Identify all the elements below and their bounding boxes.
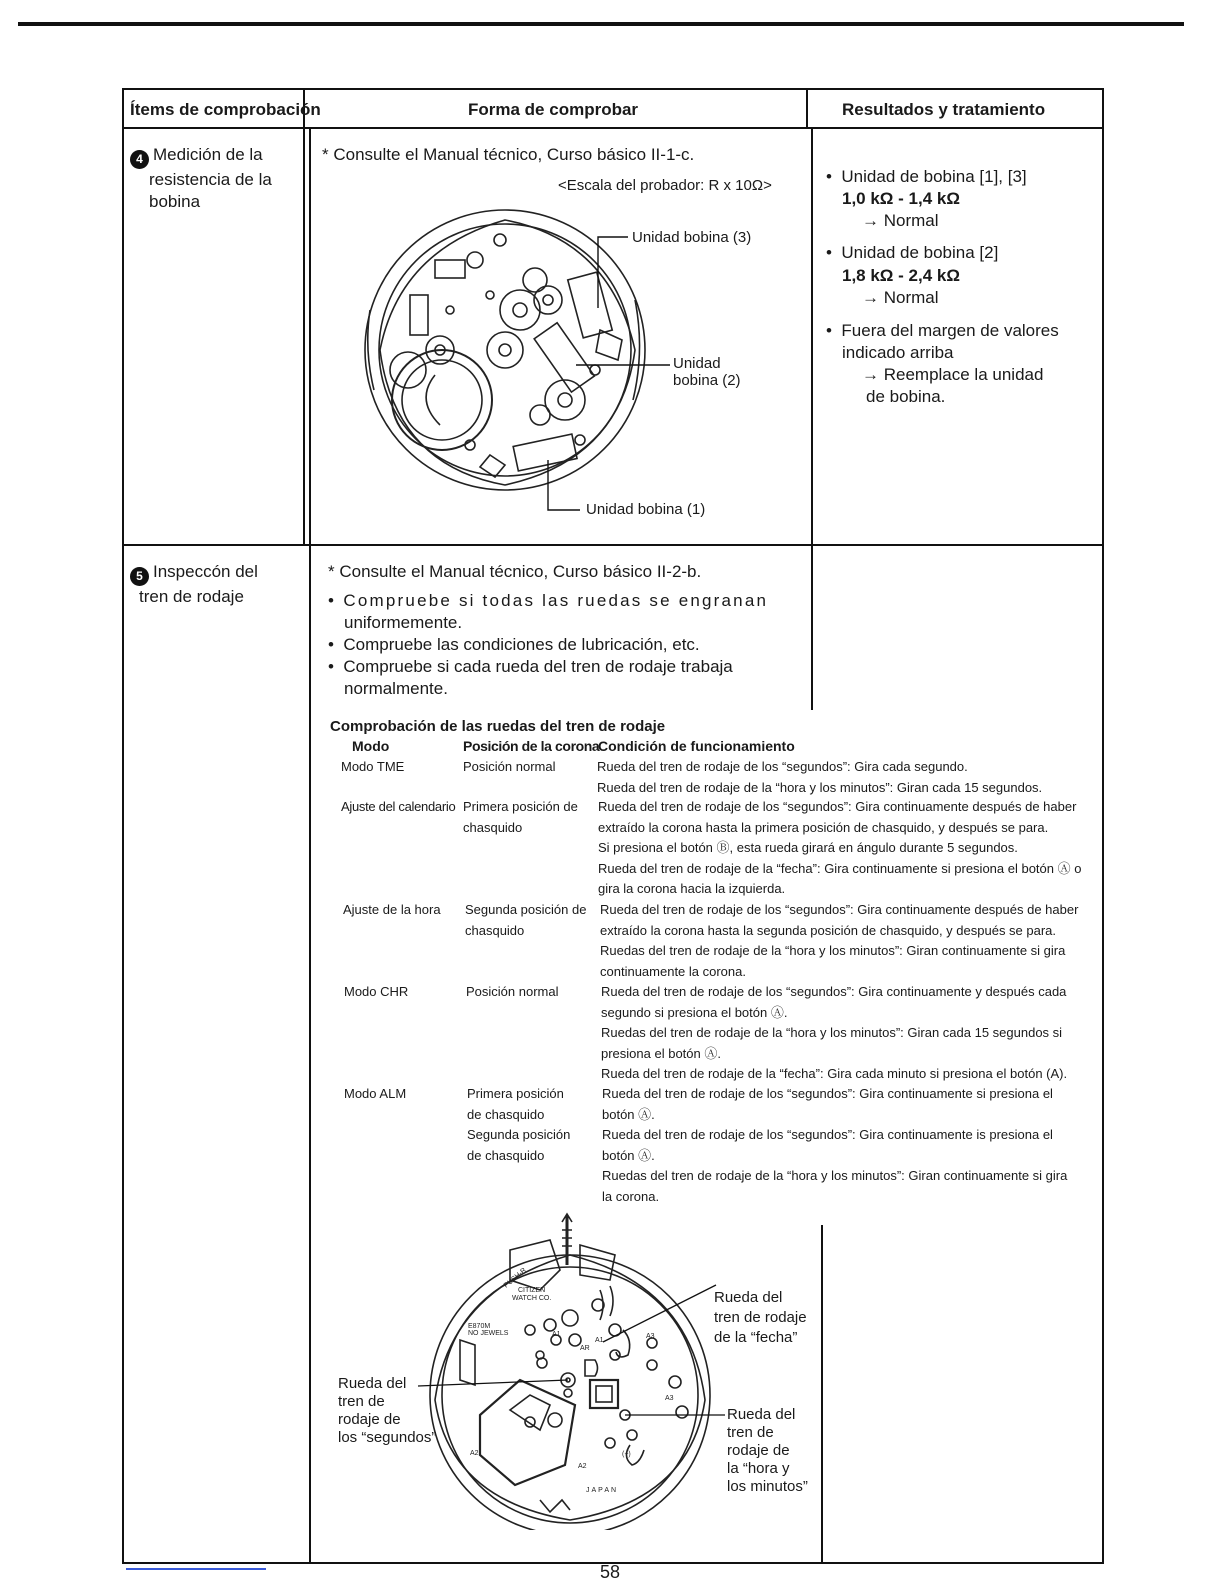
condition-line: botón Ⓐ. <box>602 1147 655 1163</box>
section5-item-line1: Inspeccón del <box>153 562 258 581</box>
leader-coil3 <box>598 237 628 308</box>
header-items: Ítems de comprobación <box>130 100 321 119</box>
result2-text: Unidad de bobina [2] <box>841 243 999 262</box>
condition-line: Rueda del tren de rodaje de los “segundos”: Gira cada segundo. <box>597 759 968 774</box>
condition-line: gira la corona hacia la izquierda. <box>598 881 786 896</box>
row-tme-conditions <box>597 757 1042 798</box>
section5-bullet2: • Compruebe las condiciones de lubricación, etc. <box>328 635 700 654</box>
condition-line: botón Ⓐ. <box>602 1106 655 1122</box>
section5-bullet1-line1: Compruebe si todas las ruedas se engranan <box>343 591 769 610</box>
condition-line: Ruedas del tren de rodaje de la “hora y los minutos”: Giran cada 15 segundos si <box>601 1025 1063 1040</box>
section4-item-line3: bobina <box>149 192 201 211</box>
position-line: chasquido <box>465 922 525 938</box>
condition-line: Rueda del tren de rodaje de los “segundos”: Gira continuamente y después cada <box>601 984 1067 999</box>
row-calendar-position <box>463 797 578 838</box>
position-line: de chasquido <box>467 1106 545 1122</box>
engraving-mark-ar: AR <box>580 1345 590 1352</box>
engraving-mark-a3b: A3 <box>665 1395 674 1402</box>
condition-line: Rueda del tren de rodaje de la “fecha”: Gira continuamente si presiona el botón Ⓐ o <box>598 860 1082 876</box>
condition-line: continuamente la corona. <box>600 963 746 979</box>
condition-line: Rueda del tren de rodaje de los “segundos”: Gira continuamente si presiona el <box>602 1086 1053 1101</box>
condition-line: la corona. <box>602 1188 660 1204</box>
label-seconds-line: tren de <box>338 1393 385 1410</box>
wheel-train-diagram <box>400 1210 740 1530</box>
result3-replace1: → Reemplace la unidad <box>862 365 1044 384</box>
label-seconds-line: rodaje de <box>338 1411 401 1428</box>
result2-value: 1,8 kΩ - 2,4 kΩ <box>842 266 960 285</box>
col-divider-1 <box>303 88 305 544</box>
result1-outcome: → Normal <box>862 211 939 230</box>
row-tme-position: Posición normal <box>463 759 556 774</box>
section-rule <box>122 544 1104 546</box>
position-line: Segunda posición de <box>465 902 587 917</box>
condition-line: extraído la corona hasta la segunda posición de chasquido, y después se para. <box>600 922 1057 938</box>
section4-scale: <Escala del probador: R x 10Ω> <box>558 177 772 194</box>
engraving-mark-a1b: A1 <box>595 1337 604 1344</box>
condition-line: Ruedas del tren de rodaje de la “hora y los minutos”: Giran continuamente si gira <box>602 1168 1068 1183</box>
engraving-mark-a2b: A2 <box>578 1463 587 1470</box>
condition-line: Rueda del tren de rodaje de los “segundos”: Gira continuamente después de haber <box>598 799 1077 814</box>
label-seconds-line: Rueda del <box>338 1375 407 1392</box>
section5-item <box>130 561 258 608</box>
col-divider-2b <box>811 128 813 710</box>
condition-line: Rueda del tren de rodaje de la “fecha”: Gira cada minuto si presiona el botón (A). <box>601 1066 1068 1081</box>
col-divider-2c <box>821 1225 823 1564</box>
section5-bullet1-line2: uniformemente. <box>344 613 463 632</box>
section5-bullet3-line1: Compruebe si cada rueda del tren de rodaje trabaja <box>343 657 733 676</box>
label-hourmin-line: rodaje de <box>727 1442 790 1459</box>
row-chr-conditions <box>601 982 1067 1085</box>
wheel-table-title: Comprobación de las ruedas del tren de rodaje <box>330 718 666 735</box>
label-seconds-line: los “segundos” <box>338 1429 437 1446</box>
engraving-brand: CITIZEN <box>518 1287 546 1294</box>
label-coil2-line1: Unidad <box>673 355 721 372</box>
condition-line: Ruedas del tren de rodaje de la “hora y los minutos”: Giran continuamente si gira <box>600 943 1066 958</box>
condition-line: segundo si presiona el botón Ⓐ. <box>601 1004 788 1020</box>
result2-bullet: • Unidad de bobina [2] <box>826 243 999 262</box>
section5-bullet2-line1: Compruebe las condiciones de lubricación, etc. <box>343 635 700 654</box>
section4-note: * Consulte el Manual técnico, Curso básico II-1-c. <box>322 145 695 164</box>
label-hourmin-line: tren de <box>727 1424 774 1441</box>
section5-item-line2: tren de rodaje <box>139 587 244 606</box>
footer-link[interactable] <box>126 1568 266 1570</box>
movement-engraving <box>468 1267 674 1494</box>
row-alm-conditions <box>602 1084 1067 1207</box>
row-time-position <box>465 900 586 941</box>
result2-outcome: → Normal <box>862 288 939 307</box>
section4-item-line2: resistencia de la <box>149 170 272 189</box>
engraving-mark-minus: (−) <box>622 1451 631 1458</box>
section5-note: * Consulte el Manual técnico, Curso básico II-2-b. <box>328 562 702 581</box>
col-divider-2 <box>806 88 808 128</box>
result1-bullet: • Unidad de bobina [1], [3] <box>826 167 1027 186</box>
condition-line: Si presiona el botón Ⓑ, esta rueda girará en ángulo durante 5 segundos. <box>598 840 1018 855</box>
engraving-origin: JAPAN <box>586 1487 619 1494</box>
row-time-conditions <box>600 900 1078 982</box>
row-alm-position <box>467 1084 570 1166</box>
result3-bullet: • Fuera del margen de valores <box>826 321 1059 340</box>
leader-seconds-wheel <box>418 1380 568 1386</box>
section5-bullet1: • Compruebe si todas las ruedas se engranan <box>328 591 769 610</box>
engraving-jewels: NO JEWELS <box>468 1330 509 1337</box>
header-results: Resultados y tratamiento <box>842 100 1046 119</box>
row-chr-position: Posición normal <box>466 984 559 999</box>
condition-line: Rueda del tren de rodaje de la “hora y los minutos”: Giran cada 15 segundos. <box>597 779 1043 795</box>
row-time-mode: Ajuste de la hora <box>343 902 441 917</box>
position-line: chasquido <box>463 819 523 835</box>
engraving-company: WATCH CO. <box>512 1295 552 1302</box>
leader-coil1 <box>548 460 580 510</box>
label-coil1: Unidad bobina (1) <box>586 501 706 518</box>
position-line: Segunda posición <box>467 1127 571 1142</box>
label-hourmin-line: los minutos” <box>727 1478 808 1495</box>
page-number: 58 <box>600 1562 621 1582</box>
engraving-mark-a1: A1 <box>552 1331 561 1338</box>
engraving-mark-a3: A3 <box>646 1333 655 1340</box>
header-rule <box>122 127 1104 129</box>
top-rule <box>18 22 1184 26</box>
row-chr-mode: Modo CHR <box>344 984 409 999</box>
engraving-push: PUSH-R <box>502 1266 528 1290</box>
wheel-table-header-condition: Condición de funcionamiento <box>598 738 795 754</box>
section4-item-line1: Medición de la <box>153 145 263 164</box>
label-coil2-line2: bobina (2) <box>673 372 741 389</box>
label-date-line: tren de rodaje <box>714 1309 807 1326</box>
label-date-line: Rueda del <box>714 1289 783 1306</box>
result1-text: Unidad de bobina [1], [3] <box>841 167 1027 186</box>
label-date-wheel <box>714 1288 807 1348</box>
section5-bullet3: • Compruebe si cada rueda del tren de rodaje trabaja <box>328 657 733 676</box>
wheel-table-header-position: Posición de la corona <box>463 738 600 754</box>
condition-line: Rueda del tren de rodaje de los “segundos”: Gira continuamente después de haber <box>600 902 1079 917</box>
movement2-outer-ring <box>430 1255 710 1530</box>
label-date-line: de la “fecha” <box>714 1329 798 1346</box>
section5-number: 5 <box>130 567 149 586</box>
col-divider-1b <box>309 128 311 1564</box>
row-tme-mode: Modo TME <box>341 759 405 774</box>
label-coil3: Unidad bobina (3) <box>632 229 752 246</box>
label-seconds-wheel <box>338 1375 436 1447</box>
condition-line: presiona el botón Ⓐ. <box>601 1045 721 1061</box>
result3-replace2: de bobina. <box>866 387 946 406</box>
position-line: Primera posición <box>467 1086 564 1101</box>
condition-line: extraído la corona hasta la primera posición de chasquido, y después se para. <box>598 819 1049 835</box>
header-method: Forma de comprobar <box>468 100 639 119</box>
row-alm-mode: Modo ALM <box>344 1086 407 1101</box>
result3-line1: Fuera del margen de valores <box>841 321 1059 340</box>
label-hourmin-line: la “hora y <box>727 1460 790 1477</box>
movement-outer-ring <box>365 210 645 490</box>
row-calendar-mode: Ajuste del calendario <box>341 799 456 814</box>
engraving-model: E870M <box>468 1323 491 1330</box>
wheel-table-header-mode: Modo <box>352 738 390 754</box>
section5-bullet3-line2: normalmente. <box>344 679 448 698</box>
engraving-mark-a2: A2 <box>470 1450 479 1457</box>
result3-line2: indicado arriba <box>842 343 954 362</box>
section4-item <box>130 144 272 213</box>
condition-line: Rueda del tren de rodaje de los “segundos”: Gira continuamente is presiona el <box>602 1127 1053 1142</box>
position-line: de chasquido <box>467 1147 545 1163</box>
label-hour-min-wheel <box>727 1406 808 1496</box>
position-line: Primera posición de <box>463 799 578 814</box>
result1-value: 1,0 kΩ - 1,4 kΩ <box>842 189 960 208</box>
label-hourmin-line: Rueda del <box>727 1406 796 1423</box>
section4-number: 4 <box>130 150 149 169</box>
row-calendar-conditions <box>598 797 1081 900</box>
leader-date-wheel <box>603 1285 716 1342</box>
